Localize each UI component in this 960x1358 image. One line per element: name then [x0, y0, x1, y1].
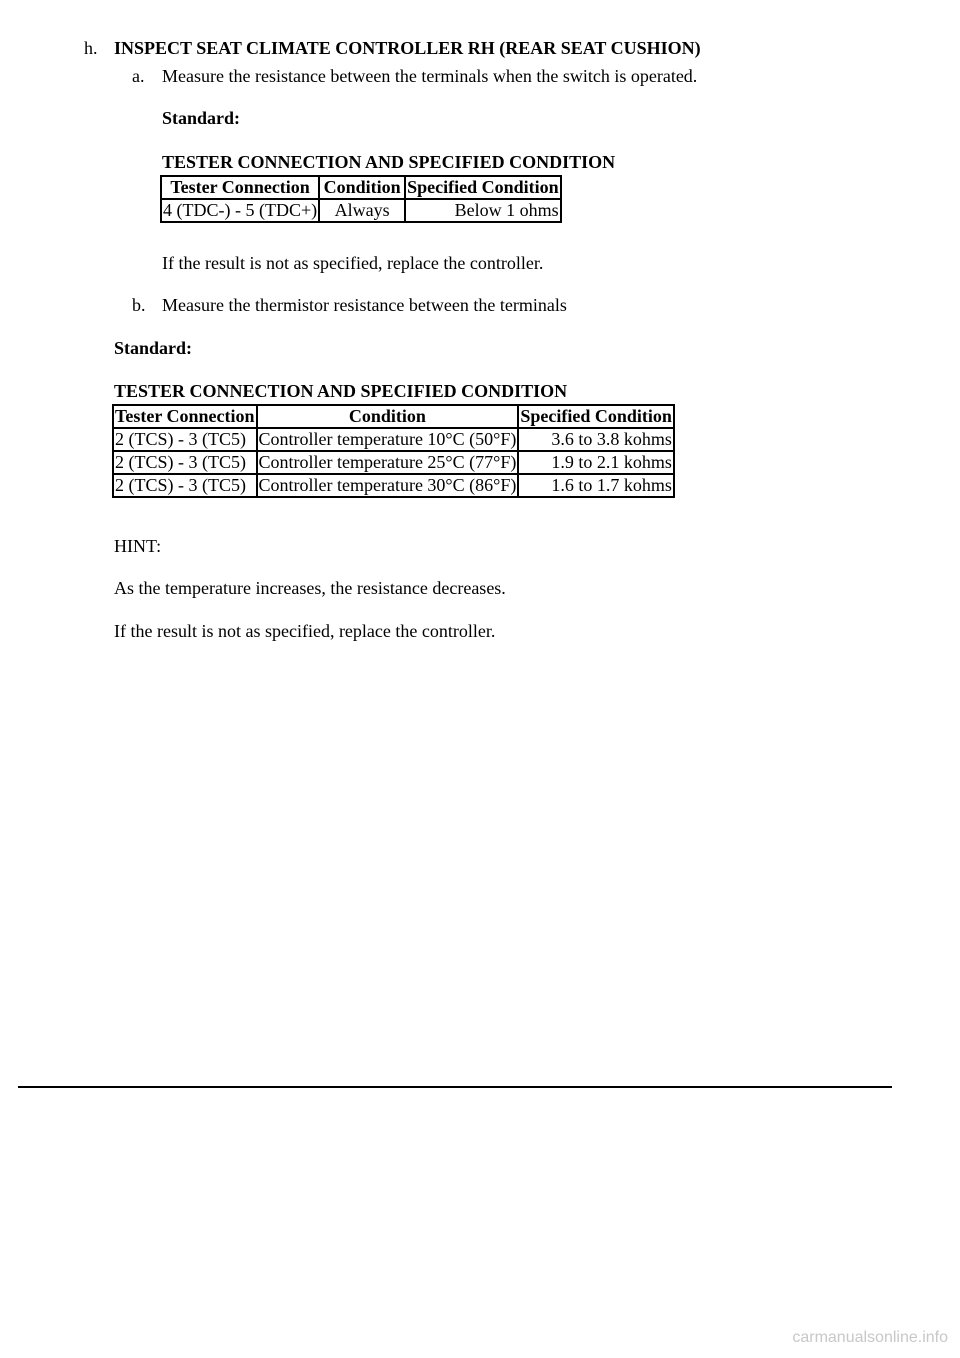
table-cell: 1.6 to 1.7 kohms [518, 474, 674, 497]
table-cell: Below 1 ohms [405, 199, 561, 222]
substep-a-text: Measure the resistance between the terminals when the switch is operated. [162, 66, 698, 86]
table-cell: 4 (TDC-) - 5 (TDC+) [163, 200, 318, 220]
column-header: Condition [319, 176, 405, 199]
substep-a-result-note: If the result is not as specified, replace the controller. [162, 253, 544, 273]
table-cell: 2 (TCS) - 3 (TC5) [113, 428, 257, 451]
table-header-row [161, 176, 561, 199]
table-row [113, 474, 674, 497]
substep-b-text: Measure the thermistor resistance between the terminals [162, 295, 567, 315]
table-cell: Controller temperature 25°C (77°F) [258, 452, 517, 472]
table-cell: Always [319, 199, 405, 222]
table-cell: 1.9 to 2.1 kohms [518, 451, 674, 474]
table-cell: 3.6 to 3.8 kohms [518, 428, 674, 451]
tester-connection-table-a [160, 175, 562, 223]
substep-b-result-note: If the result is not as specified, replace the controller. [114, 621, 496, 641]
table-cell: Controller temperature 30°C (86°F) [258, 475, 517, 495]
table-cell: 2 (TCS) - 3 (TC5) [113, 451, 257, 474]
substep-b-table-title: TESTER CONNECTION AND SPECIFIED CONDITION [114, 381, 568, 401]
substep-b-marker: b. [132, 295, 146, 315]
step-title: INSPECT SEAT CLIMATE CONTROLLER RH (REAR SEAT CUSHION) [114, 38, 701, 58]
column-header: Tester Connection [161, 176, 319, 199]
table-row [113, 428, 674, 451]
step-marker: h. [84, 38, 98, 58]
hint-text: As the temperature increases, the resistance decreases. [114, 578, 506, 598]
watermark: carmanualsonline.info [792, 1329, 948, 1346]
column-header: Specified Condition [520, 406, 672, 426]
column-header: Tester Connection [115, 406, 255, 426]
column-header: Condition [257, 405, 519, 428]
substep-a-table-title: TESTER CONNECTION AND SPECIFIED CONDITION [162, 152, 616, 172]
footer-divider [18, 1086, 892, 1088]
table-header-row [113, 405, 674, 428]
table-cell: 2 (TCS) - 3 (TC5) [113, 474, 257, 497]
substep-b-standard-label: Standard: [114, 338, 193, 358]
tester-connection-table-b [112, 404, 675, 498]
substep-a-standard-label: Standard: [162, 108, 241, 128]
table-cell: Controller temperature 10°C (50°F) [258, 429, 517, 449]
table-row [161, 199, 561, 222]
hint-label: HINT: [114, 536, 162, 556]
column-header: Specified Condition [407, 177, 559, 197]
substep-a-marker: a. [132, 66, 145, 86]
table-row [113, 451, 674, 474]
